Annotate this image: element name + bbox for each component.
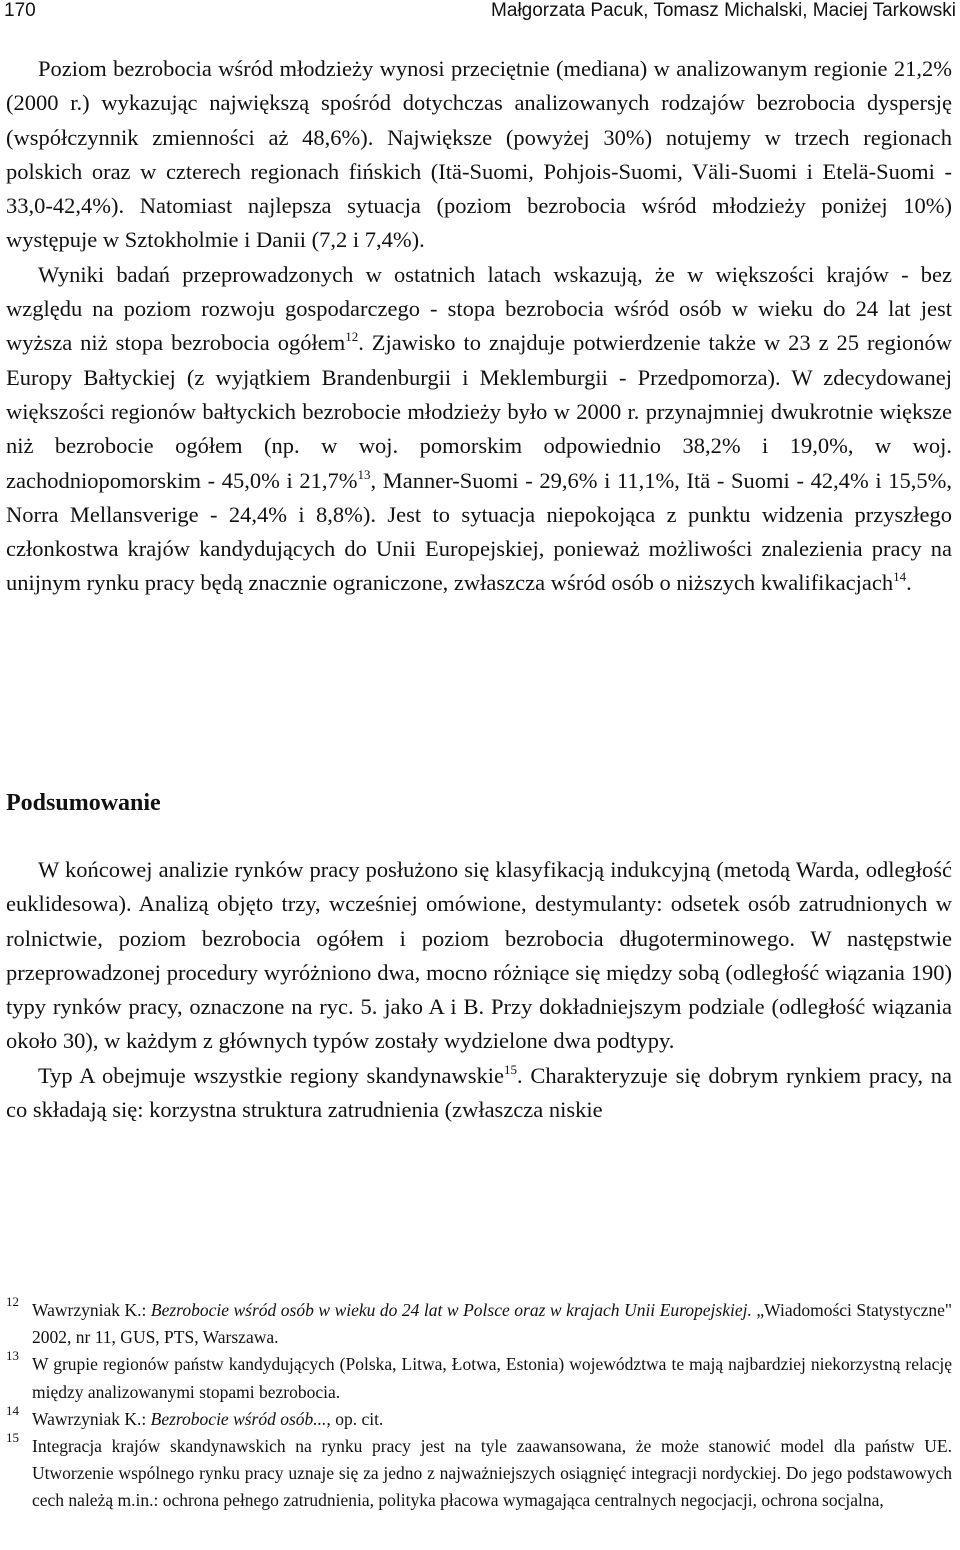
footnote (6, 1402, 952, 1433)
paragraph (6, 52, 952, 258)
footnote-number: 13 (6, 1348, 19, 1364)
footnote-text: Integracja krajów skandynawskich na rynku pracy jest na tyle zaawansowana, że może stanowić model dla państw UE. Utworzenie wspólnego rynku pracy uznaje się za jedno z najważniejszych osiągnięć integracji nordyckiej. Do jego podstawowych cech należą m.in.: ochrona pełnego zatrudnienia, polityka płacowa wymagająca centralnych negocjacji, ochrona socjalna, (32, 1436, 952, 1511)
section-body (6, 853, 952, 1127)
footnote-number: 15 (6, 1430, 19, 1446)
paragraph-text: Typ A obejmuje wszystkie regiony skandynawskie (38, 1062, 504, 1088)
paragraph-text: Wyniki badań przeprowadzonych w ostatnich latach wskazują, że w większości krajów - bez względu na poziom rozwoju gospodarczego - stopa bezrobocia wśród osób w wieku do 24 lat jest wyższa niż stopa bezrobocia ogółem (6, 261, 952, 356)
footnote-title: Bezrobocie wśród osób..., (150, 1408, 331, 1429)
paragraph-text: . Zjawisko to znajduje potwierdzenie także w 23 z 25 regionów Europy Bałtyckiej (z wyjątkiem Brandenburgii i Meklemburgii - Przedpomorza). W zdecydowanej większości regionów bałtyckich bezrobocie młodzieży było w 2000 r. przynajmniej dwukrotnie większe niż bezrobocie ogółem (np. w woj. pomorskim odpowiednio 38,2% i 19,0%, w woj. zachodniopomorskim - 45,0% i 21,7% (6, 330, 952, 493)
footnote (6, 1348, 952, 1405)
footnote-number: 12 (6, 1294, 19, 1309)
footnote (6, 1430, 952, 1515)
paragraph (6, 853, 952, 1059)
footnote-title: Bezrobocie wśród osób w wieku do 24 lat w Polsce oraz w krajach Unii Europejskiej. (150, 1300, 752, 1320)
footnote-text: „Wiadomości Statystyczne" 2002, nr 11, GUS, PTS, Warszawa. (32, 1300, 953, 1348)
body-text (6, 52, 952, 601)
page-number: 170 (4, 0, 36, 21)
footnote-text: W grupie regionów państw kandydujących (Polska, Litwa, Łotwa, Estonia) województwa te mają najbardziej niekorzystną relację między analizowanymi stopami bezrobocia. (32, 1354, 952, 1402)
paragraph (6, 1059, 952, 1128)
paragraph-text: Poziom bezrobocia wśród młodzieży wynosi przeciętnie (mediana) w analizowanym regionie 21,2% (2000 r.) wykazując największą spośród dotychczas analizowanych rodzajów bezrobocia dyspersję (współczynnik zmienności aż 48,6%). Największe (powyżej 30%) notujemy w trzech regionach polskich oraz w czterech regionach fińskich (Itä-Suomi, Pohjois-Suomi, Väli-Suomi i Etelä-Suomi - 33,0-42,4%). Natomiast najlepsza sytuacja (poziom bezrobocia wśród młodzieży poniżej 10%) występuje w Sztokholmie i Danii (7,2 i 7,4%). (6, 56, 952, 253)
footnote-ref[interactable]: 14 (893, 569, 907, 585)
footnote-text: Wawrzyniak K.: (32, 1408, 151, 1429)
paragraph-text: , Manner-Suomi - 29,6% i 11,1%, Itä - Suomi - 42,4% i 15,5%, Norra Mellansverige - 24,4% i 8,8%). Jest to sytuacja niepokojąca z punktu widzenia przyszłego członkostwa krajów kandydujących do Unii Europejskiej, ponieważ możliwości znalezienia pracy na unijnym rynku pracy będą znacznie ograniczone, zwłaszcza wśród osób o niższych kwalifikacjach (6, 467, 952, 596)
paragraph-text: W końcowej analizie rynków pracy posłużono się klasyfikacją indukcyjną (metodą Warda, odległość euklidesowa). Analizą objęto trzy, wcześniej omówione, destymulanty: odsetek osób zatrudnionych w rolnictwie, poziom bezrobocia ogółem i poziom bezrobocia długoterminowego. W następstwie przeprowadzonej procedury wyróżniono dwa, mocno różniące się między sobą (odległość wiązania 190) typy rynków pracy, oznaczone na ryc. 5. jako A i B. Przy dokładniejszym podziale (odległość wiązania około 30), w każdym z głównych typów zostały wydzielone dwa podtypy. (6, 857, 952, 1054)
footnote-ref[interactable]: 15 (503, 1061, 517, 1077)
running-header-authors: Małgorzata Pacuk, Tomasz Michalski, Maciej Tarkowski (491, 0, 956, 21)
footnote-number: 14 (6, 1402, 19, 1418)
footnote-text: Wawrzyniak K.: (32, 1300, 151, 1320)
paragraph (6, 258, 952, 601)
footnote-ref[interactable]: 12 (345, 329, 359, 345)
paragraph-text: . Charakteryzuje się dobrym rynkiem pracy, na co składają się: korzystna struktura zatrudnienia (zwłaszcza niskie (6, 1062, 952, 1123)
section-heading: Podsumowanie (6, 790, 161, 816)
footnote-ref[interactable]: 13 (357, 466, 371, 482)
running-header (4, 0, 956, 26)
paragraph-text: . (906, 570, 912, 596)
footnote-text: op. cit. (330, 1408, 384, 1429)
footnote (6, 1294, 953, 1351)
footnotes (6, 1294, 953, 1515)
